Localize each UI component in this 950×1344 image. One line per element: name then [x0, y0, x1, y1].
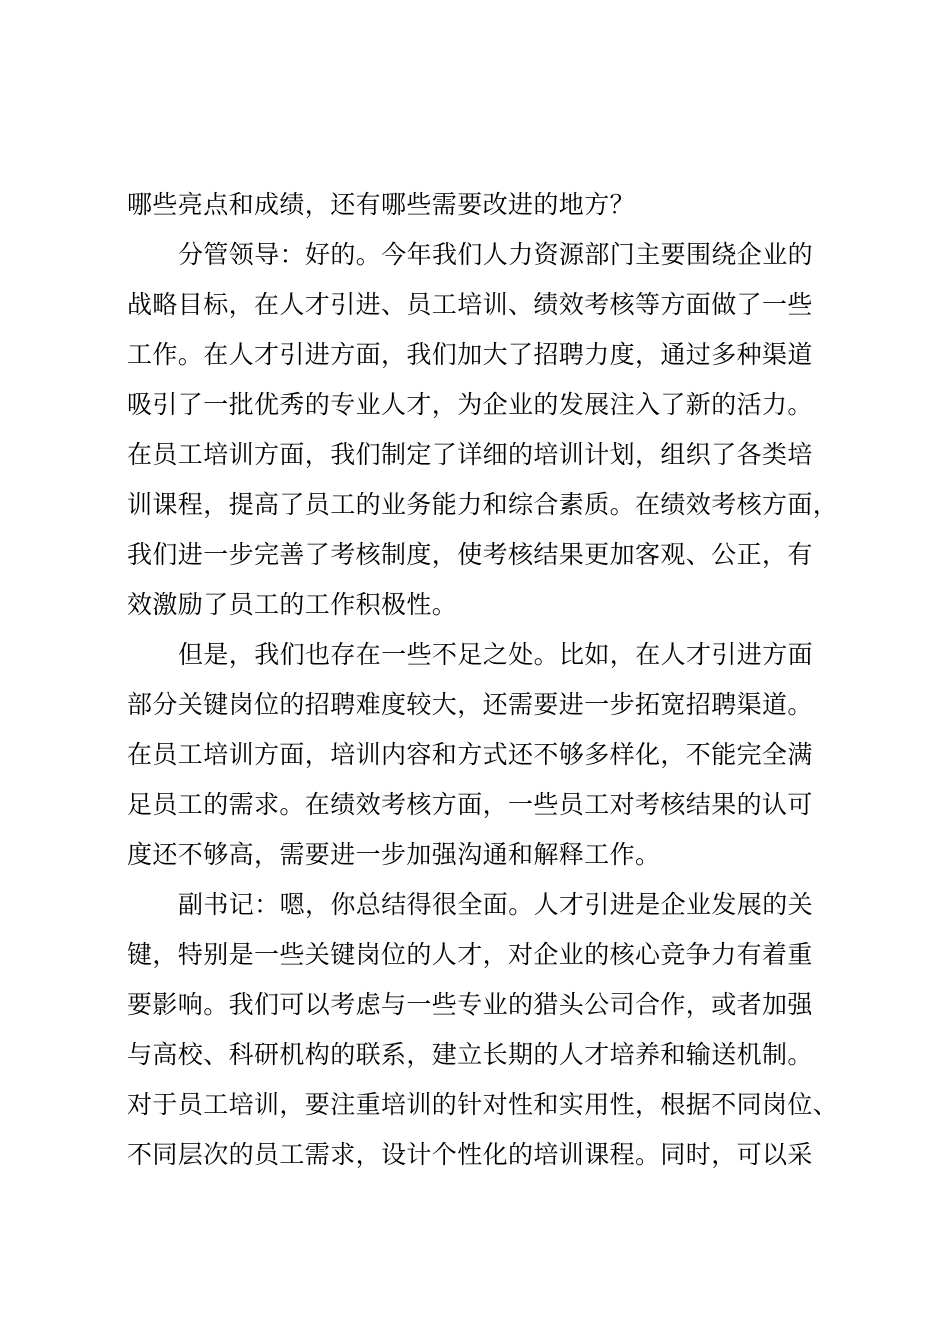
text-line: 吸引了一批优秀的专业人才，为企业的发展注入了新的活力。 [127, 390, 813, 419]
text-line: 训课程，提高了员工的业务能力和综合素质。在绩效考核方面， [127, 490, 839, 519]
text-line: 不同层次的员工需求，设计个性化的培训课程。同时，可以采 [127, 1140, 813, 1169]
paragraph-first-line: 副书记：嗯，你总结得很全面。人才引进是企业发展的关 [178, 890, 814, 919]
text-line: 足员工的需求。在绩效考核方面，一些员工对考核结果的认可 [127, 790, 813, 819]
text-line: 要影响。我们可以考虑与一些专业的猎头公司合作，或者加强 [127, 990, 813, 1019]
paragraph-first-line: 但是，我们也存在一些不足之处。比如，在人才引进方面 [178, 640, 814, 669]
text-line: 部分关键岗位的招聘难度较大，还需要进一步拓宽招聘渠道。 [127, 690, 813, 719]
text-line: 在员工培训方面，培训内容和方式还不够多样化，不能完全满 [127, 740, 813, 769]
text-line: 与高校、科研机构的联系，建立长期的人才培养和输送机制。 [127, 1040, 813, 1069]
text-line: 键，特别是一些关键岗位的人才，对企业的核心竞争力有着重 [127, 940, 813, 969]
text-line: 效激励了员工的工作积极性。 [127, 590, 458, 619]
text-line: 战略目标，在人才引进、员工培训、绩效考核等方面做了一些 [127, 290, 813, 319]
text-line: 在员工培训方面，我们制定了详细的培训计划，组织了各类培 [127, 440, 813, 469]
text-line: 哪些亮点和成绩，还有哪些需要改进的地方？ [127, 190, 636, 219]
paragraph-first-line: 分管领导：好的。今年我们人力资源部门主要围绕企业的 [178, 240, 814, 269]
text-line: 工作。在人才引进方面，我们加大了招聘力度，通过多种渠道 [127, 340, 813, 369]
text-line: 我们进一步完善了考核制度，使考核结果更加客观、公正，有 [127, 540, 813, 569]
text-line: 对于员工培训，要注重培训的针对性和实用性，根据不同岗位、 [127, 1090, 839, 1119]
text-line: 度还不够高，需要进一步加强沟通和解释工作。 [127, 840, 661, 869]
